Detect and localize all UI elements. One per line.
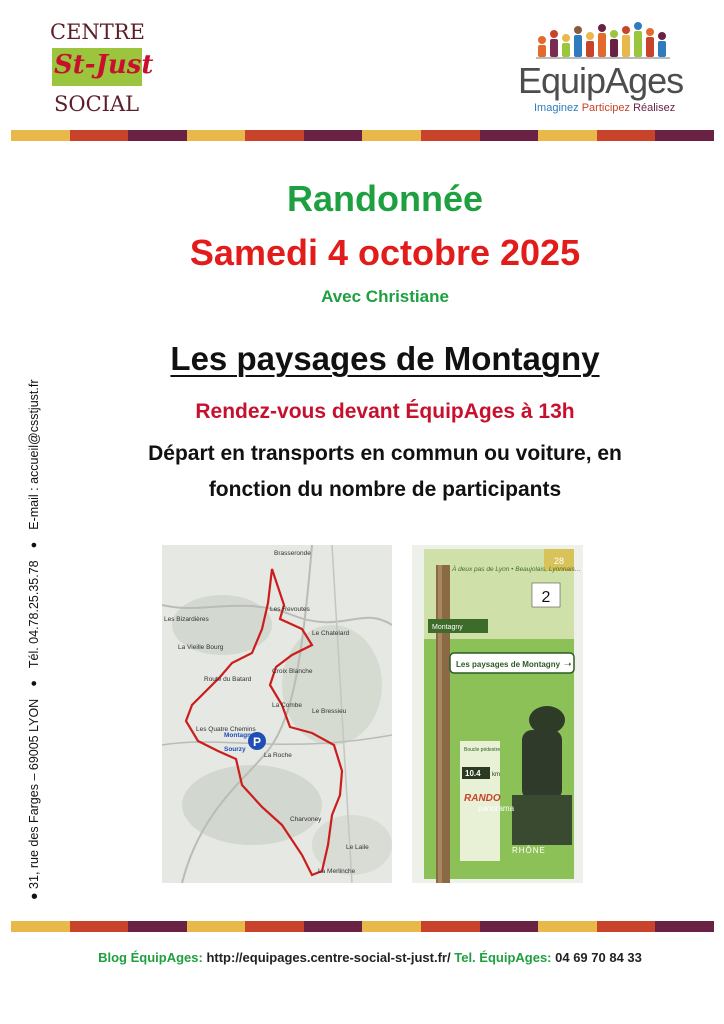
map-place-label: Le Bressieu bbox=[312, 708, 347, 715]
map-place-label: Le Chatelard bbox=[312, 630, 350, 637]
phone-text: Tél. 04.78.25.35.78 bbox=[27, 560, 41, 669]
departure-line-1: Départ en transports en commun ou voiture, en bbox=[148, 442, 622, 465]
brochure-tagline: À deux pas de Lyon • Beaujolais, Lyonnais… bbox=[452, 566, 582, 573]
stripe-segment bbox=[128, 130, 187, 141]
slogan-word-1: Imaginez bbox=[534, 102, 579, 114]
event-title: Randonnée bbox=[286, 178, 483, 219]
stripe-segment bbox=[597, 130, 656, 141]
departure-line-2: fonction du nombre de participants bbox=[208, 478, 562, 501]
stripe-segment bbox=[480, 921, 539, 932]
tel-label: Tel. ÉquipAges: bbox=[454, 950, 552, 965]
blog-link[interactable]: http://equipages.centre-social-st-just.fr/ bbox=[206, 950, 451, 965]
map-place-label: Les Quatre Chemins bbox=[196, 726, 256, 733]
footer bbox=[40, 950, 700, 965]
sign-illustration bbox=[412, 545, 583, 883]
stripe-segment bbox=[304, 130, 363, 141]
stripe-segment bbox=[187, 921, 246, 932]
stripe-segment bbox=[362, 921, 421, 932]
brochure-number: 28 bbox=[553, 556, 565, 566]
map-place-label: Route du Batard bbox=[204, 676, 252, 683]
map-illustration bbox=[162, 545, 392, 883]
logo-line-stjust: St-Just bbox=[54, 50, 154, 80]
stripe-segment bbox=[245, 130, 304, 141]
region-label: RHÔNE bbox=[512, 846, 546, 855]
brochure-tag: 2 bbox=[541, 589, 551, 606]
bullet-icon: ● bbox=[28, 541, 40, 549]
stripe-segment bbox=[70, 130, 129, 141]
svg-text:➝: ➝ bbox=[564, 659, 572, 669]
top-color-stripe bbox=[11, 130, 714, 141]
trail-distance-unit: km bbox=[492, 772, 500, 778]
parking-icon: P bbox=[252, 735, 262, 749]
slogan-word-3: Réalisez bbox=[633, 102, 676, 114]
bullet-icon: ● bbox=[27, 892, 41, 900]
slogan-word-2: Participez bbox=[581, 102, 630, 114]
brand-panorama: panorama bbox=[478, 804, 515, 813]
stripe-segment bbox=[421, 130, 480, 141]
logo-line-centre: CENTRE bbox=[50, 20, 145, 44]
stripe-segment bbox=[70, 921, 129, 932]
bullet-icon: ● bbox=[28, 680, 40, 687]
email-text: E-mail : accueil@csstjust.fr bbox=[27, 379, 41, 530]
map-place-label: Croix Blanche bbox=[272, 668, 313, 675]
stripe-segment bbox=[538, 921, 597, 932]
map-place-label: Montagny bbox=[224, 732, 255, 739]
event-subtitle bbox=[60, 340, 710, 378]
event-guide: Avec Christiane bbox=[321, 287, 449, 306]
stripe-segment bbox=[538, 130, 597, 141]
map-place-label: Sourzy bbox=[224, 746, 246, 753]
map-place-label: Brasseronde bbox=[274, 550, 311, 557]
centre-social-logo bbox=[42, 16, 162, 116]
contact-sidebar bbox=[22, 300, 46, 900]
logo-green-block bbox=[52, 48, 154, 86]
people-illustration bbox=[528, 18, 678, 62]
stripe-segment bbox=[11, 921, 70, 932]
trail-plate-text: Les paysages de Montagny bbox=[456, 660, 561, 669]
event-subtitle-text: Les paysages de Montagny bbox=[170, 340, 600, 377]
stripe-segment bbox=[655, 921, 714, 932]
stripe-segment bbox=[187, 130, 246, 141]
stripe-segment bbox=[655, 130, 714, 141]
meeting-point: Rendez-vous devant ÉquipAges à 13h bbox=[195, 400, 575, 423]
equipages-logo bbox=[512, 18, 692, 118]
map-photo bbox=[162, 545, 392, 883]
stripe-segment bbox=[362, 130, 421, 141]
address-text: 31, rue des Farges – 69005 LYON bbox=[27, 698, 41, 889]
logo-line-social: SOCIAL bbox=[54, 92, 140, 116]
logo-slogan bbox=[534, 102, 675, 114]
map-place-label: Les Bizardières bbox=[164, 616, 209, 623]
blog-label: Blog ÉquipAges: bbox=[98, 950, 203, 965]
stripe-segment bbox=[11, 130, 70, 141]
trail-sign-photo bbox=[412, 545, 583, 883]
brand-rando: RANDO bbox=[464, 793, 501, 804]
trail-type: Boucle pédestre bbox=[464, 747, 501, 753]
logo-name: EquipAges bbox=[518, 60, 684, 101]
stripe-segment bbox=[480, 130, 539, 141]
map-place-label: La Merlinche bbox=[318, 868, 356, 875]
stripe-segment bbox=[128, 921, 187, 932]
bottom-color-stripe bbox=[11, 921, 714, 932]
map-place-label: La Roche bbox=[264, 752, 292, 759]
stripe-segment bbox=[597, 921, 656, 932]
map-place-label: Charvoney bbox=[290, 816, 322, 823]
post-label: Montagny bbox=[432, 624, 463, 631]
trail-distance: 10.4 bbox=[465, 769, 481, 778]
stripe-segment bbox=[421, 921, 480, 932]
stripe-segment bbox=[245, 921, 304, 932]
event-date: Samedi 4 octobre 2025 bbox=[189, 232, 581, 273]
map-place-label: Le Laile bbox=[346, 844, 369, 851]
map-place-label: Les Revoutes bbox=[270, 606, 310, 613]
stripe-segment bbox=[304, 921, 363, 932]
tel-number: 04 69 70 84 33 bbox=[555, 950, 642, 965]
map-place-label: La Vieille Bourg bbox=[178, 644, 224, 651]
map-place-label: La Combe bbox=[272, 702, 302, 709]
